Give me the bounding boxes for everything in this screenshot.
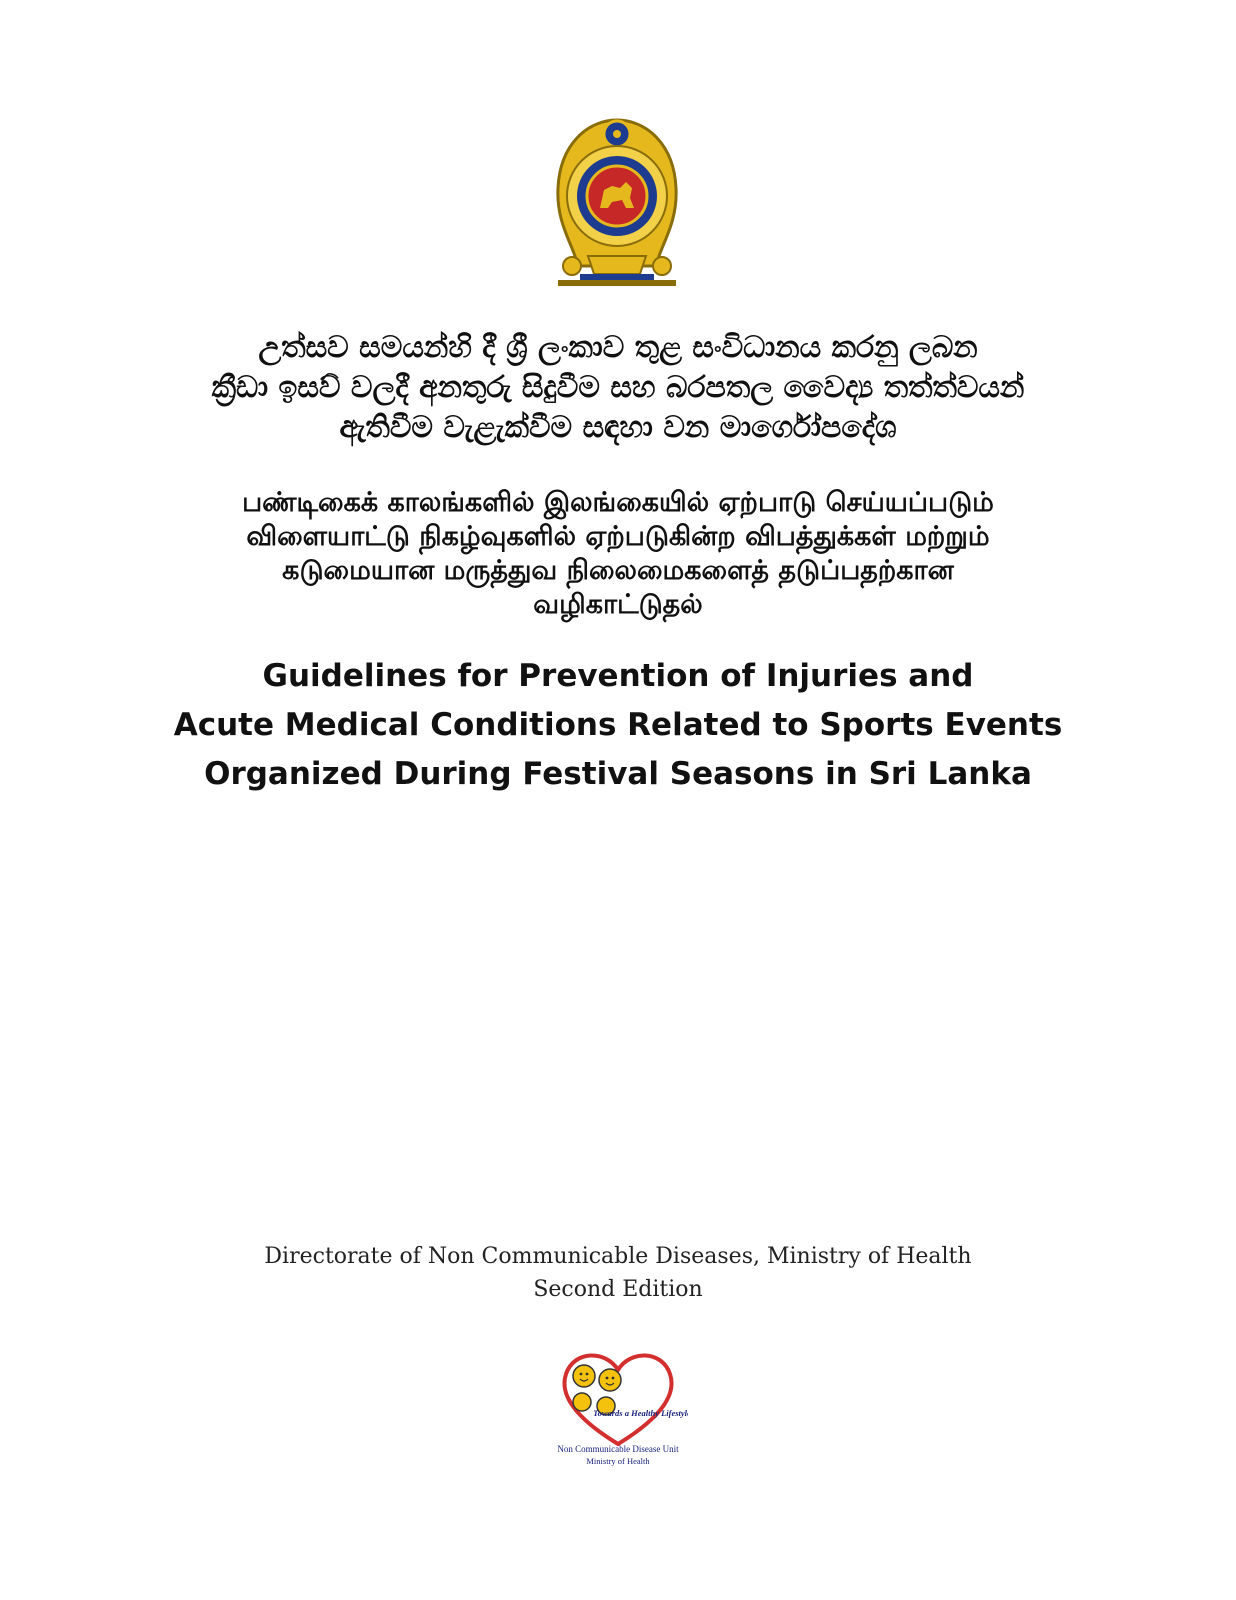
sri-lanka-emblem-icon — [548, 116, 686, 288]
ncd-logo-tagline: Towards a Healthy Lifestyle — [593, 1408, 688, 1418]
publisher-name: Directorate of Non Communicable Diseases, Ministry of Health — [264, 1244, 972, 1269]
sinhala-title-line: ක්‍රීඩා ඉසව් වලදී අනතුරු සිදුවීම සහ බරපතල වෛද්‍ය තත්ත්වයන් — [211, 370, 1025, 405]
tamil-title — [0, 486, 1236, 622]
sinhala-title — [0, 328, 1236, 448]
english-title-line: Acute Medical Conditions Related to Sports Events — [173, 707, 1063, 743]
english-title — [0, 652, 1236, 799]
tamil-title-line: வழிகாட்டுதல் — [533, 589, 703, 620]
english-title-line: Guidelines for Prevention of Injuries and — [262, 658, 974, 694]
ncd-logo-ministry: Ministry of Health — [586, 1456, 650, 1466]
tamil-title-line: பண்டிகைக் காலங்களில் இலங்கையில் ஏற்பாடு செய்யப்படும் — [242, 487, 994, 518]
edition-label: Second Edition — [533, 1277, 703, 1302]
tamil-title-line: கடுமையான மருத்துவ நிலைமைகளைத் தடுப்பதற்கான — [282, 555, 954, 586]
ncd-logo-unit: Non Communicable Disease Unit — [557, 1444, 679, 1454]
ncd-unit-logo-icon — [548, 1344, 688, 1468]
english-title-line: Organized During Festival Seasons in Sri Lanka — [204, 756, 1032, 792]
publisher-footer — [0, 1240, 1236, 1306]
sinhala-title-line: උත්සව සමයන්හි දී ශ්‍රී ලංකාව තුළ සංවිධානය කරනු ලබන — [258, 330, 978, 365]
sinhala-title-line: ඇතිවීම වැළැක්වීම සඳහා වන මාර්ගෝපදේශ — [339, 410, 897, 445]
tamil-title-line: விளையாட்டு நிகழ்வுகளில் ஏற்படுகின்ற விபத்துக்கள் மற்றும் — [246, 521, 990, 552]
